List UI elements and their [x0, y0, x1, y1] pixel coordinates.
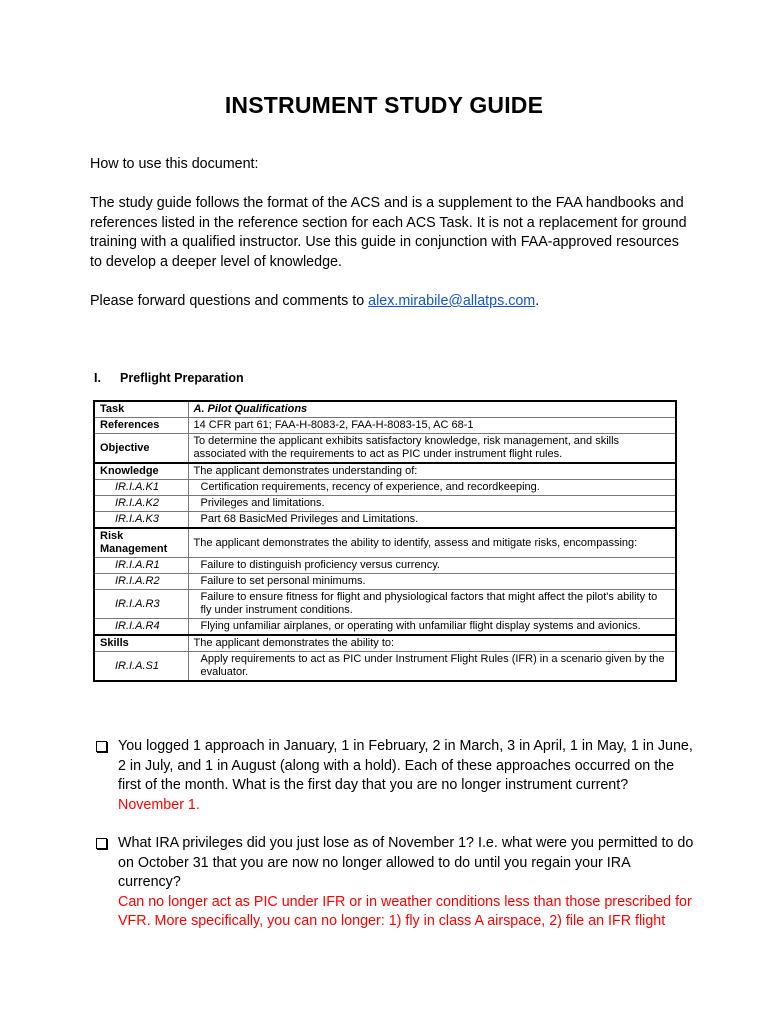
element-text: Privileges and limitations. [188, 496, 676, 512]
objective-label: Objective [94, 434, 188, 464]
element-text: Certification requirements, recency of experience, and recordkeeping. [188, 480, 676, 496]
element-code: IR.I.A.R4 [94, 619, 188, 636]
task-row [94, 401, 676, 418]
answer-text: November 1. [118, 796, 200, 813]
skills-label: Skills [94, 635, 188, 652]
table-row [94, 652, 676, 682]
table-row [94, 512, 676, 529]
references-label: References [94, 418, 188, 434]
references-row [94, 418, 676, 434]
acs-task-table [93, 400, 677, 682]
knowledge-label: Knowledge [94, 463, 188, 480]
element-code: IR.I.A.R1 [94, 558, 188, 574]
knowledge-intro: The applicant demonstrates understanding of: [188, 463, 676, 480]
question-text: What IRA privileges did you just lose as of November 1? I.e. what were you permitted to do on October 31 that you are now no longer allowed to do until you regain your IRA currency? [118, 835, 694, 890]
section-title: Preflight Preparation [120, 371, 244, 385]
task-label: Task [94, 401, 188, 418]
references-value: 14 CFR part 61; FAA-H-8083-2, FAA-H-8083-15, AC 68-1 [188, 418, 676, 434]
intro-heading: How to use this document: [90, 156, 259, 172]
risk-intro: The applicant demonstrates the ability to identify, assess and mitigate risks, encompassing: [188, 528, 676, 558]
element-text: Apply requirements to act as PIC under Instrument Flight Rules (IFR) in a scenario given by the evaluator. [188, 652, 676, 682]
risk-row [94, 528, 676, 558]
element-code: IR.I.A.R2 [94, 574, 188, 590]
element-code: IR.I.A.R3 [94, 590, 188, 619]
table-row [94, 574, 676, 590]
checkbox-icon[interactable] [96, 838, 107, 849]
element-code: IR.I.A.S1 [94, 652, 188, 682]
objective-value: To determine the applicant exhibits satisfactory knowledge, risk management, and skills associated with the requirements to act as PIC under instrument flight rules. [188, 434, 676, 464]
element-text: Failure to ensure fitness for flight and physiological factors that might affect the pilot's ability to fly under instrument conditions. [188, 590, 676, 619]
table-row [94, 480, 676, 496]
contact-prefix: Please forward questions and comments to [90, 293, 369, 309]
section-heading [94, 371, 244, 385]
table-row [94, 590, 676, 619]
answer-text: Can no longer act as PIC under IFR or in weather conditions less than those prescribed for VFR. More specifically, you can no longer: 1) fly in class A airspace, 2) file an IFR flight [118, 893, 692, 929]
contact-email-link[interactable]: alex.mirabile@allatps.com [368, 293, 536, 309]
risk-label: Risk Management [94, 528, 188, 558]
table-row [94, 496, 676, 512]
task-value: A. Pilot Qualifications [188, 401, 676, 418]
table-row [94, 558, 676, 574]
contact-suffix: . [535, 293, 540, 309]
section-number: I. [94, 371, 101, 385]
question-item [96, 737, 696, 815]
objective-row [94, 434, 676, 464]
question-text: You logged 1 approach in January, 1 in February, 2 in March, 3 in April, 1 in May, 1 in June, 2 in July, and 1 in August (along with a hold). Each of these approaches occurred on the first of the month. What is the first day that you are no longer instrument current? [118, 738, 693, 793]
checkbox-icon[interactable] [96, 741, 107, 752]
element-code: IR.I.A.K3 [94, 512, 188, 529]
element-code: IR.I.A.K1 [94, 480, 188, 496]
element-text: Failure to set personal minimums. [188, 574, 676, 590]
document-title: INSTRUMENT STUDY GUIDE [224, 92, 544, 118]
skills-intro: The applicant demonstrates the ability to: [188, 635, 676, 652]
table-row [94, 619, 676, 636]
intro-body: The study guide follows the format of the ACS and is a supplement to the FAA handbooks and references listed in the reference section for each ACS Task. It is not a replacement for ground training with a qualified instructor. Use this guide in conjunction with FAA-approved resources to develop a deeper level of knowledge. [90, 195, 687, 270]
element-text: Flying unfamiliar airplanes, or operating with unfamiliar flight display systems and avionics. [188, 619, 676, 636]
contact-line [90, 292, 690, 312]
element-text: Part 68 BasicMed Privileges and Limitations. [188, 512, 676, 529]
skills-row [94, 635, 676, 652]
element-text: Failure to distinguish proficiency versus currency. [188, 558, 676, 574]
element-code: IR.I.A.K2 [94, 496, 188, 512]
question-item [96, 834, 696, 932]
knowledge-row [94, 463, 676, 480]
